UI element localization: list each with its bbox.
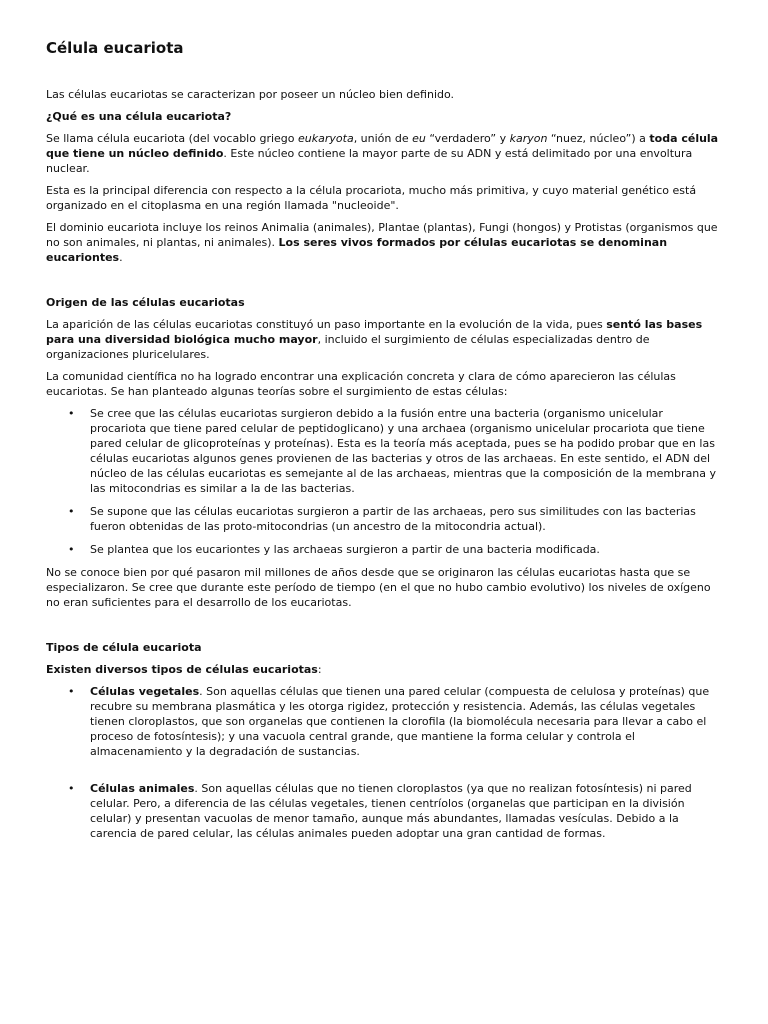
types-heading: Tipos de célula eucariota [46,641,202,654]
domain-text: El dominio eucariota incluye los reinos Animalia (animales), Plantae (plantas), Fungi (hongos) y Protistas (organismos que no son animales, ni plantas, ni animales). [46,221,718,249]
question-heading: ¿Qué es una célula eucariota? [46,110,232,123]
list-item [90,684,722,759]
types-intro-text: : [317,663,322,676]
term-eukaryota: eukaryota [298,132,354,145]
difference-paragraph: Esta es la principal diferencia con respecto a la célula procariota, mucho más primitiva, y cuyo material genético está organizado en el citoplasma en una región llamada "nucleoide". [46,184,697,212]
evolution-paragraph: No se conoce bien por qué pasaron mil millones de años desde que se originaron las células eucariotas hasta que se especializaron. Se cree que durante este período de tiempo (en el que no hubo cambio evolutivo) los niveles de oxígeno no eran suficientes para el desarrollo de los eucariotas. [46,566,711,609]
term-eu: eu [412,132,426,145]
cell-types-list [46,684,722,841]
intro-paragraph: Las células eucariotas se caracterizan por poseer un núcleo bien definido. [46,88,455,101]
term-karyon: karyon [509,132,548,145]
cell-type-name: Células animales [90,782,195,795]
definition-text: . Este núcleo contiene la mayor parte de su ADN y está delimitado por una envoltura nuclear. [46,147,693,175]
list-item: • Se plantea que los eucariontes y las archaeas surgieron a partir de una bacteria modificada. [90,542,722,557]
origin-text: La aparición de las células eucariotas constituyó un paso importante en la evolución de la vida, pues [46,318,607,331]
domain-paragraph [46,220,722,265]
definition-paragraph [46,131,722,176]
page-title: Célula eucariota [46,39,184,57]
origin-heading: Origen de las células eucariotas [46,296,245,309]
domain-emphasis: Los seres vivos formados por células eucariotas se denominan eucariontes [46,236,668,264]
definition-text: Se llama célula eucariota (del vocablo griego [46,132,299,145]
origin-emphasis: sentó las bases para una diversidad biológica mucho mayor [46,318,703,346]
origin-paragraph [46,317,722,362]
list-item: • Se supone que las células eucariotas surgieron a partir de las archaeas, pero sus similitudes con las bacterias fueron obtenidas de las proto-mitocondrias (un ancestro de la mitocondria actual). [90,504,722,534]
cell-type-name: Células vegetales [90,685,200,698]
definition-text: , unión de [353,132,413,145]
cell-type-description: . Son aquellas células que no tienen cloroplastos (ya que no realizan fotosíntesis) ni pared celular. Pero, a diferencia de las células vegetales, tienen centríolos (organelas que participan en la división celular) y presentan vacuolas de menor tamaño, aunque más abundantes, llamadas vesículas. Debido a la carencia de pared celular, las células animales pueden adoptar una gran cantidad de formas. [90,782,692,840]
types-intro-paragraph [46,662,722,677]
origin-text: , incluido el surgimiento de células especializadas dentro de organizaciones pluricelulares. [46,333,650,361]
cell-type-description: . Son aquellas células que tienen una pared celular (compuesta de celulosa y proteínas) que recubre su membrana plasmática y les otorga rigidez, protección y resistencia. Además, las células vegetales tienen cloroplastos, que son organelas que contienen la clorofila (la biomolécula necesaria para llevar a cabo el proceso de fotosíntesis); y una vacuola central grande, que mantiene la forma celular y controla el almacenamiento y la degradación de sustancias. [90,685,710,758]
theories-list [46,406,722,557]
list-item: • Se cree que las células eucariotas surgieron debido a la fusión entre una bacteria (organismo unicelular procariota que tiene pared celular de peptidoglicano) y una archaea (organismo unicelular procariota que tiene pared celular de glicoproteínas y proteínas). Esta es la teoría más aceptada, pues se ha podido probar que en las células eucariotas algunos genes provienen de las bacterias y otros de las archaeas. En este sentido, el ADN del núcleo de las células eucariotas es semejante al de las archaeas, mientras que la composición de la membrana y las mitocondrias es similar a la de las bacterias. [90,406,722,496]
definition-text: “nuez, núcleo”) a [547,132,650,145]
definition-emphasis: toda célula que tiene un núcleo definido [46,132,719,160]
theories-intro-paragraph: La comunidad científica no ha logrado encontrar una explicación concreta y clara de cómo aparecieron las células eucariotas. Se han planteado algunas teorías sobre el surgimiento de estas células: [46,370,676,398]
types-intro-emphasis: Existen diversos tipos de células eucariotas [46,663,318,676]
list-item [90,781,722,841]
definition-text: “verdadero” y [425,132,510,145]
domain-text: . [119,251,123,264]
